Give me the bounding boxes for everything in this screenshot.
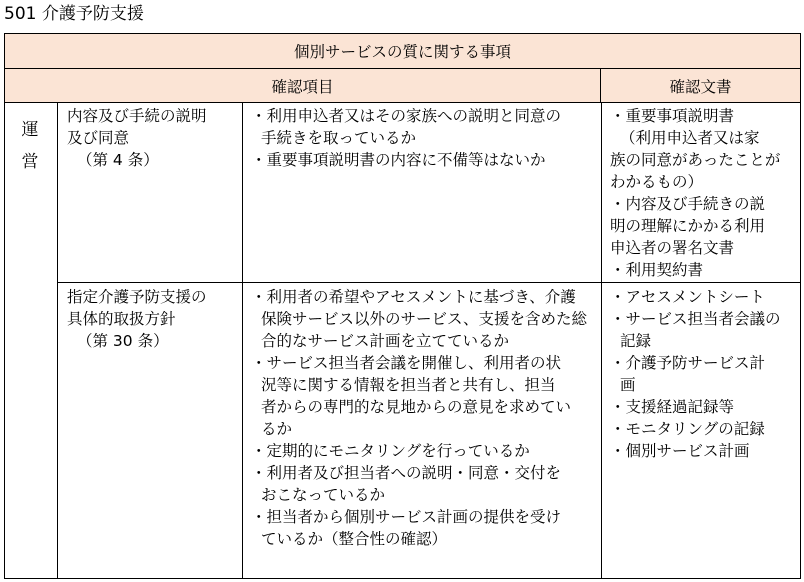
table-row-1-checks: ・利用申込者又はその家族への説明と同意の 手続きを取っているか ・重要事項説明書の内容に不備等はないか bbox=[251, 107, 562, 169]
grid-line-vertical bbox=[57, 103, 58, 578]
category-label-operation: 運 営 bbox=[21, 120, 39, 172]
table-row-1-item: 内容及び手続の説明 及び同意 （第 4 条） bbox=[67, 107, 207, 169]
column-header-check-documents: 確認文書 bbox=[669, 77, 732, 96]
grid-line-vertical bbox=[242, 103, 243, 578]
table-row-2-item: 指定介護予防支援の 具体的取扱方針 （第 30 条） bbox=[67, 288, 207, 350]
table-row-2-checks: ・利用者の希望やアセスメントに基づき、介護 保険サービス以外のサービス、支援を含めた総 合的なサービス計画を立てているか ・サービス担当者会議を開催し、利用者の状 況等に関する情報を担当者と共有し、担当 者からの専門的な見地からの意見を求めてい るか ・定期的にモニタリングを行っているか ・利用者及び担当者への説明・同意・交付を おこなっているか ・担当者から個別サービス計画の提供を受け ているか（整合性の確認） bbox=[251, 288, 587, 548]
column-header-check-items: 確認項目 bbox=[5, 69, 601, 102]
table-row-2-documents: ・アセスメントシート ・サービス担当者会議の 記録 ・介護予防サービス計 画 ・支援経過記録等 ・モニタリングの記録 ・個別サービス計画 bbox=[610, 288, 781, 460]
table-row-1-documents: ・重要事項説明書 （利用申込者又は家 族の同意があったことが わかるもの） ・内容及び手続きの説 明の理解にかかる利用 申込者の署名文書 ・利用契約書 bbox=[610, 107, 781, 279]
document-title: 501 介護予防支援 bbox=[4, 4, 144, 24]
table-column-header-row bbox=[5, 69, 800, 103]
grid-line-vertical bbox=[601, 103, 602, 578]
table-section-header bbox=[5, 34, 800, 69]
review-table bbox=[4, 33, 801, 579]
grid-line-horizontal bbox=[57, 282, 800, 283]
section-header-label: 個別サービスの質に関する事項 bbox=[293, 43, 511, 61]
